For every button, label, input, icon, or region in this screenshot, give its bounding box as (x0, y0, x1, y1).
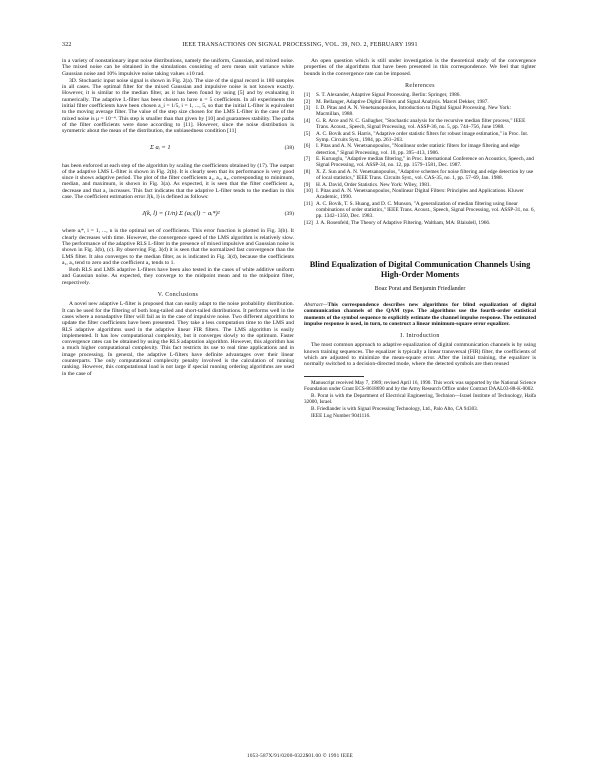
footnote (304, 376, 536, 419)
reference-number: [6] (304, 143, 311, 150)
article-title: Blind Equalization of Digital Communication Channels Using High-Order Moments (309, 259, 531, 279)
reference-list (304, 92, 536, 225)
abstract-body: This correspondence describes new algorithms for blind equalization of digital communication channels of the QAM type. The algorithms use the fourth-order statistical moments of the symbol sequence to explicitly estimate the channel impulse response. The estimated impulse response is used, in turn, to construct a linear minimum-square error equalizer. (304, 301, 537, 327)
equation-body: Σ aᵢ = 1 (150, 144, 171, 152)
reference-number: [9] (304, 181, 311, 188)
footnote-line: IEEE Log Number 9041116. (311, 412, 371, 419)
footnote-line: B. Porat is with the Department of Electrical Engineering, Technion—Israel Institute of Technology, Haifa 32000, Israel. (304, 392, 536, 405)
reference-item (304, 92, 536, 98)
reference-item (304, 143, 536, 155)
reference-number: [10] (304, 188, 313, 195)
paragraph: 3D. Stochastic input noise signal is shown in Fig. 2(a). The size of the signal record is 180 samples in all cases. The optimal filter for the mixed Gaussian and impulsive noise is not known exactly. However, it is similar to the median filter, as it has been found by using [5] and by evaluating it numerically. The adaptive L-filter has been chosen to have n = 5 coefficients. In all experiments the initial filter coefficients have been chosen a_i = 1/5, i = 1, ..., 5, so that the initial L-filter is equivalent to the moving average filter. The value of the step size chosen for the LMS L-filter in the case of the mixed noise is μ = 10⁻⁴. This step is smaller than that given by [10] and guarantees stability. The paths of the filter coefficients were done according to [11]. However, since the noise distribution is symmetric about the mean of the distribution, the unbiasedness condition [11] (62, 77, 294, 135)
reference-text: I. D. Pitas and A. N. Venetsanopoulos, Introduction to Digital Signal Processing. New York: Macmillan, 1988. (316, 105, 511, 118)
reference-item (304, 188, 536, 200)
page-number: 322 (62, 42, 72, 48)
paragraph: A novel new adaptive L-filter is proposed that can easily adapt to the noise probability distribution. It can be used for the filtering of both long-tailed and short-tailed distributions. It performs well in the cases where a nonadaptive filter will fail as in the case of impulsive noise. Two different algorithms to update the filter coefficients have been presented. They take a less computation time to the LMS and RLS adaptive algorithms used in the adaptive linear FIR filters. The LMS algorithm is easily implemented. It has low computational complexity, but it converges slowly to the optimum. Faster convergence rates can be obtained by using the RLS adaptation algorithm. However, this algorithm has a much higher computational complexity. This fact restricts its use to real time applications and in image processing. In general, the adaptive L-filters have definite advantages over their linear counterparts. The only computational complexity penalty involved is the calculation of running ranking. However, this computational load is not large if special running ordering algorithms are used in the case of (62, 301, 294, 377)
paragraph: where aᵢ*, i = 1, ..., n is the optimal set of coefficients. This error function is plotted in Fig. 3(b). It clearly decreases with time. However, the convergence speed of the LMS algorithm is relatively slow. The performance of the adaptive RLS L-filter in the presence of mixed impulsive and Gaussian noise is shown in Fig. 3(b), (c). By observing Fig. 3(d) it is seen that the normalized fast convergence than the LMS filter. It also converges to the median filter, as is indicated in Fig. 3(d), because the coefficients a₁, a₃ tend to zero and the coefficient a₂ tends to 1. (62, 228, 294, 266)
reference-text: J. A. Rosenfeld, The Theory of Adaptive Filtering. Waltham, MA: Blaisdell, 1966. (316, 219, 491, 226)
reference-text: A. C. Bovik, T. S. Huang, and D. C. Munson, "A generalization of median filtering using linear combinations of order statistics," IEEE Trans. Acoust., Speech, Signal Processing, vol. ASSP-31, no. 6, pp. 1342–1350, Dec. 1983. (316, 200, 535, 219)
reference-text: G. R. Arce and N. C. Gallagher, "Stochastic analysis for the recursive median filter process," IEEE Trans. Acoust., Speech, Signal Processing, vol. ASSP-36, no. 5, pp. 744–756, June 1988. (316, 118, 526, 131)
reference-item (304, 201, 536, 219)
reference-number: [5] (304, 130, 311, 137)
reference-item (304, 131, 536, 143)
footnote-line: B. Friedlander is with Signal Processing Technology, Ltd., Palo Alto, CA 94303. (311, 405, 479, 412)
equation-body: J(k, l) = (1/n) Σ (a₍ᵢ₎(l) − aᵢ*)² (142, 210, 220, 218)
reference-text: E. Kuruoglu, "Adaptive median filtering," in Proc. International Conference on Acoustics, Speech, and Signal Processing, vol. ASSP-34, no. 12, pp. 1579–1581, Dec. 1987. (316, 156, 534, 169)
reference-number: [12] (304, 219, 313, 226)
reference-text: A. C. Bovik and S. Harris, "Adaptive order statistic filters for robust image estimation," in Proc. Int. Symp. Circuits Syst., 1984, pp. 261–263. (316, 130, 529, 143)
paragraph: Both RLS and LMS adaptive L-filters have been also tested in the cases of white additive uniform and Gaussian noise. As expected, they converge to the midpoint mean and to the midpoint filter, respectively. (62, 267, 294, 286)
article-authors: Boaz Porat and Benjamin Friedlander (374, 285, 466, 292)
reference-number: [1] (304, 92, 311, 99)
reference-text: X. Z. Sun and A. N. Venetsanopoulos, "Adaptive schemes for noise filtering and edge detection by use of local statistics," IEEE Trans. Circuits Syst., vol. CAS-35, no. 1, pp. 57–69, Jan. 1988. (316, 168, 534, 181)
footnote-rule (304, 376, 364, 377)
reference-number: [3] (304, 105, 311, 112)
journal-title: IEEE TRANSACTIONS ON SIGNAL PROCESSING, VOL. 39, NO. 2, FEBRUARY 1991 (182, 42, 418, 48)
abstract-label: Abstract— (304, 301, 328, 308)
reference-text: I. Pitas and A. N. Venetsanopoulos, Nonlinear Digital Filters: Principles and Applications. Kluwer Academic, 1990. (316, 188, 524, 201)
paragraph: An open question which is still under investigation is the theoretical study of the convergence properties of the algorithms that have been presented in this correspondence. We feel that tighter bounds in the convergence rate can be imposed. (304, 58, 536, 77)
reference-number: [4] (304, 118, 311, 125)
reference-number: [7] (304, 156, 311, 163)
footnote-line: Manuscript received May 7, 1989; revised April 16, 1990. This work was supported by the National Science Foundation under Grant ECS-8618690 and by the Army Research Office under Contract DAAL03-88-K-0002. (304, 379, 536, 392)
right-column (304, 58, 536, 420)
copyright-footer: 1053-587X/91/0200-0322$01.00 © 1991 IEEE (247, 753, 353, 759)
reference-text: I. Pitas and A. N. Venetsanopoulos, "Nonlinear order statistic filters for image filtering and edge detection," Signal Processing, vol. 10, pp. 395–413, 1986. (316, 143, 520, 156)
section-heading-introduction: I. Introduction (400, 333, 440, 340)
reference-item (304, 99, 536, 105)
equation-number: (38) (284, 145, 294, 152)
paragraph: in a variety of nonstationary input noise distributions, namely the uniform, Gaussian, and mixed noise. The mixed noise can be obtained in the simulations consisting of zero mean unit variance white Gaussian noise and 10% impulsive noise taking values ±10 rad. (62, 58, 294, 77)
reference-item (304, 105, 536, 117)
reference-item (304, 220, 536, 226)
reference-number: [2] (304, 98, 311, 105)
reference-number: [8] (304, 168, 311, 175)
abstract (304, 302, 536, 327)
section-heading-references: References (405, 82, 435, 89)
reference-item (304, 118, 536, 130)
section-heading-conclusions: V. Conclusions (157, 292, 199, 299)
reference-number: [11] (304, 200, 313, 207)
paragraph: The most common approach to adaptive equalization of digital communication channels is by using known training sequences. The equalizer is typically a linear transversal (FIR) filter, the coefficients of which are adjusted to minimize the mean-square error. After the initial training, the equalizer is normally switched to a decision-directed mode, where the detected symbols are then reused (304, 342, 536, 368)
reference-item (304, 156, 536, 168)
equation-39 (62, 205, 294, 223)
equation-number: (39) (284, 211, 294, 218)
reference-text: H. A. David, Order Statistics. New York: Wiley, 1981. (316, 181, 431, 188)
left-column (62, 58, 294, 378)
equation-38 (62, 140, 294, 158)
paragraph: has been enforced at each step of the algorithm by scaling the coefficients obtained by (17). The output of the adaptive LMS L-filter is shown in Fig. 2(b). It is clearly seen that its performance is very good since it shows adaptive period. The plot of the filter coefficients a₁, a₂, a₃, corresponding to minimum, median, and maximum, is shown in Fig. 3(a). As expected, it is seen that the filter coefficient a₃ decrease and that a₁ increases. This fact indicates that the adaptive L-filter tends to the median in this case. The coefficient estimation error J(k, l) is defined as follows: (62, 162, 294, 201)
reference-text: M. Bellanger, Adaptive Digital Filters and Signal Analysis. Marcel Dekker, 1987. (316, 98, 489, 105)
reference-item (304, 182, 536, 188)
reference-text: S. T. Alexander, Adaptive Signal Processing. Berlin: Springer, 1986. (316, 92, 461, 99)
reference-item (304, 169, 536, 181)
